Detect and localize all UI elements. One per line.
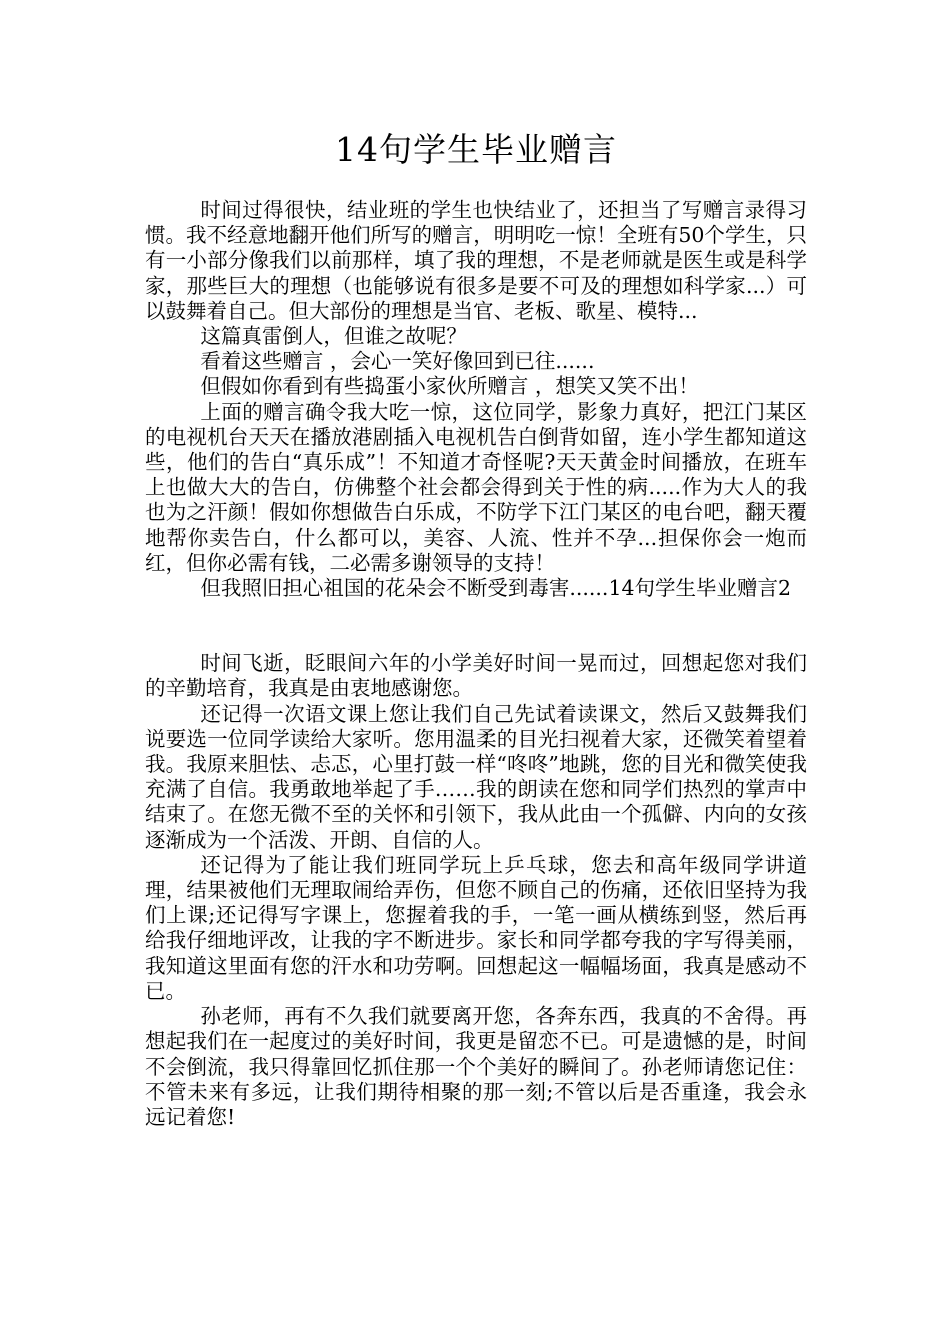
section-1 (145, 198, 807, 601)
paragraph: 孙老师，再有不久我们就要离开您，各奔东西，我真的不舍得。再想起我们在一起度过的美好时间，我更是留恋不已。可是遗憾的是，时间不会倒流，我只得靠回忆抓住那一个个美好的瞬间了。孙老师请您记住：不管未来有多远，让我们期待相聚的那一刻;不管以后是否重逢，我会永远记着您! (145, 1004, 807, 1129)
paragraph: 这篇真雷倒人，但谁之故呢？ (200, 324, 467, 349)
section-spacer (145, 601, 807, 651)
paragraph: 时间过得很快，结业班的学生也快结业了，还担当了写赠言录得习惯。我不经意地翻开他们所写的赠言，明明吃一惊！全班有50个学生，只有一小部分像我们以前那样，填了我的理想，不是老师就是医生或是科学家，那些巨大的理想（也能够说有很多是要不可及的理想如科学家...）可以鼓舞着自己。但大部份的理想是当官、老板、歌星、模特... (145, 198, 807, 323)
document-title: 14句学生毕业赠言 (335, 130, 617, 169)
paragraph: 上面的赠言确令我大吃一惊，这位同学，影象力真好，把江门某区的电视机台天天在播放港剧插入电视机告白倒背如留，连小学生都知道这些，他们的告白“真乐成”！不知道才奇怪呢?天天黄金时间播放，在班车上也做大大的告白，仿佛整个社会都会得到关于性的病.....作为大人的我也为之汗颜！假如你想做告白乐成，不防学下江门某区的电台吧，翻天覆地帮你卖告白，什么都可以，美容、人流、性并不孕...担保你会一炮而红，但你必需有钱，二必需多谢领导的支持！ (145, 399, 807, 575)
paragraph: 但我照旧担心祖国的花朵会不断受到毒害......14句学生毕业赠言2 (200, 576, 792, 601)
paragraph: 还记得为了能让我们班同学玩上乒乓球，您去和高年级同学讲道理，结果被他们无理取闹给弄伤，但您不顾自己的伤痛，还依旧坚持为我们上课;还记得写字课上，您握着我的手，一笔一画从横练到竖，然后再给我仔细地评改，让我的字不断进步。家长和同学都夸我的字写得美丽，我知道这里面有您的汗水和功劳啊。回想起这一幅幅场面，我真是感动不已。 (145, 852, 807, 1003)
paragraph: 看着这些赠言 ，会心一笑好像回到已往...... (200, 349, 595, 374)
paragraph: 但假如你看到有些捣蛋小家伙所赠言 ，想笑又笑不出！ (200, 374, 699, 399)
section-2 (145, 651, 807, 1130)
paragraph: 还记得一次语文课上您让我们自己先试着读课文，然后又鼓舞我们说要选一位同学读给大家听。您用温柔的目光扫视着大家，还微笑着望着我。我原来胆怯、忐忑，心里打鼓一样“咚咚”地跳，您的目光和微笑使我充满了自信。我勇敢地举起了手……我的朗读在您和同学们热烈的掌声中结束了。在您无微不至的关怀和引领下，我从此由一个孤僻、内向的女孩逐渐成为一个活泼、开朗、自信的人。 (145, 701, 807, 852)
document-page (145, 126, 807, 1130)
paragraph: 时间飞逝，眨眼间六年的小学美好时间一晃而过，回想起您对我们的辛勤培育，我真是由衷地感谢您。 (145, 651, 807, 701)
